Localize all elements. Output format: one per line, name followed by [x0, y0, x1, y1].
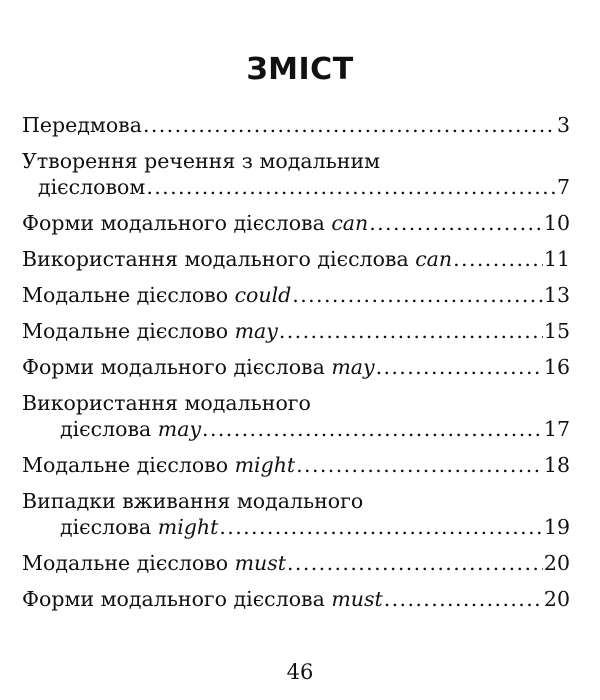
dot-leader: [146, 174, 556, 200]
table-of-contents: [22, 112, 570, 612]
dot-leader: [287, 550, 543, 576]
entry-page-number: 19: [543, 515, 570, 539]
toc-entry: [22, 210, 570, 236]
entry-label-first-line: Використання модального: [22, 391, 311, 415]
entry-label-first-line: Випадки вживання модального: [22, 489, 364, 513]
entry-label: Модальне дієслово must: [22, 551, 286, 575]
entry-page-number: 10: [543, 211, 570, 235]
page-number: 46: [286, 660, 314, 684]
entry-label: дієслова may: [60, 417, 202, 441]
entry-label: дієслова might: [60, 515, 219, 539]
entry-label: дієсловом: [38, 175, 146, 199]
entry-page-number: 16: [543, 355, 570, 379]
entry-page-number: 20: [543, 551, 570, 575]
dot-leader: [369, 210, 543, 236]
entry-label: Модальне дієслово might: [22, 453, 296, 477]
entry-page-number: 20: [543, 587, 570, 611]
toc-entry: [22, 488, 570, 540]
entry-page-number: 15: [543, 319, 570, 343]
dot-leader: [143, 112, 556, 138]
toc-entry: [22, 550, 570, 576]
toc-entry: [22, 318, 570, 344]
toc-title: ЗМІСТ: [246, 52, 354, 87]
toc-entry: [22, 246, 570, 272]
entry-page-number: 13: [543, 283, 570, 307]
entry-label: Модальне дієслово may: [22, 319, 278, 343]
toc-entry: [22, 586, 570, 612]
entry-label: Модальне дієслово could: [22, 283, 292, 307]
entry-label: Форми модального дієслова may: [22, 355, 375, 379]
entry-page-number: 7: [556, 175, 570, 199]
entry-label: Використання модального дієслова can: [22, 247, 453, 271]
dot-leader: [384, 586, 543, 612]
dot-leader: [296, 452, 543, 478]
entry-label-first-line: Утворення речення з модальним: [22, 149, 381, 173]
toc-entry: [22, 354, 570, 380]
dot-leader: [376, 354, 543, 380]
toc-entry: [22, 148, 570, 200]
dot-leader: [202, 416, 543, 442]
dot-leader: [279, 318, 543, 344]
dot-leader: [292, 282, 543, 308]
toc-entry: [22, 112, 570, 138]
toc-entry: [22, 390, 570, 442]
dot-leader: [453, 246, 543, 272]
entry-page-number: 18: [543, 453, 570, 477]
dot-leader: [219, 514, 543, 540]
toc-entry: [22, 452, 570, 478]
entry-page-number: 17: [543, 417, 570, 441]
toc-entry: [22, 282, 570, 308]
entry-label: Передмова: [22, 113, 142, 137]
entry-page-number: 3: [556, 113, 570, 137]
entry-label: Форми модального дієслова must: [22, 587, 383, 611]
entry-label: Форми модального дієслова can: [22, 211, 369, 235]
entry-page-number: 11: [543, 247, 570, 271]
